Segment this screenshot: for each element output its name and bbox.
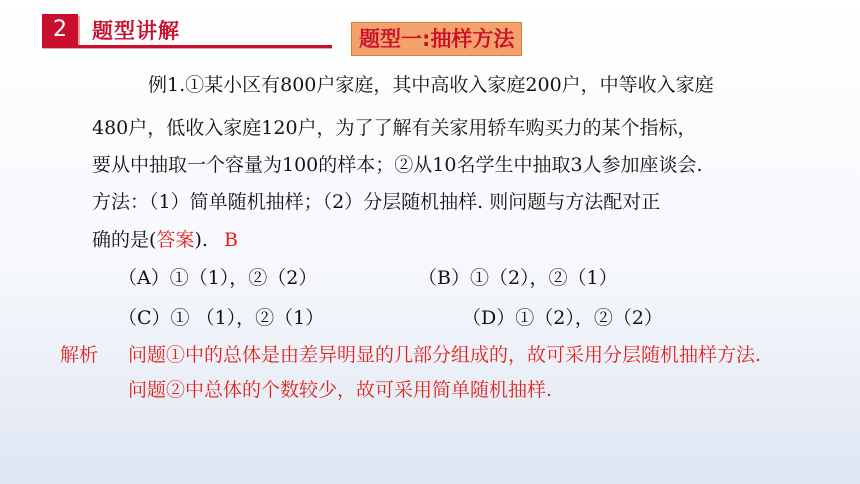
question-line-5-prefix: 确的是( xyxy=(92,229,157,251)
option-b: （B）①（2），②（1） xyxy=(418,267,618,289)
section-number-badge: 2 xyxy=(42,14,78,46)
analysis-line-2: 问题②中总体的个数较少，故可采用简单随机抽样. xyxy=(128,379,553,401)
analysis-line-1: 问题①中的总体是由差异明显的几部分组成的，故可采用分层随机抽样方法. xyxy=(128,344,762,366)
answer-value: B xyxy=(223,229,238,251)
option-a: （A）①（1），②（2） xyxy=(118,267,318,289)
answer-word: 答案 xyxy=(156,229,195,251)
question-line-1: 例1.①某小区有800户家庭，其中高收入家庭200户，中等收入家庭 xyxy=(148,74,714,96)
section-title: 题型讲解 xyxy=(92,19,180,43)
analysis-label: 解析 xyxy=(60,344,99,366)
question-line-2: 480户，低收入家庭120户，为了了解有关家用轿车购买力的某个指标， xyxy=(92,117,697,139)
header-underline-shadow xyxy=(42,48,332,49)
question-line-4: 方法：（1）简单随机抽样；（2）分层随机抽样. 则问题与方法配对正 xyxy=(92,191,661,213)
slide-header xyxy=(0,0,860,52)
topic-tag: 题型一:抽样方法 xyxy=(351,22,522,56)
question-line-5 xyxy=(92,227,238,253)
option-c: （C）① （1），②（1） xyxy=(118,307,325,329)
question-line-5-suffix: ). xyxy=(194,229,208,251)
question-line-3: 要从中抽取一个容量为100的样本；②从10名学生中抽取3人参加座谈会. xyxy=(92,154,703,176)
option-d: （D）①（2），②（2） xyxy=(462,307,663,329)
